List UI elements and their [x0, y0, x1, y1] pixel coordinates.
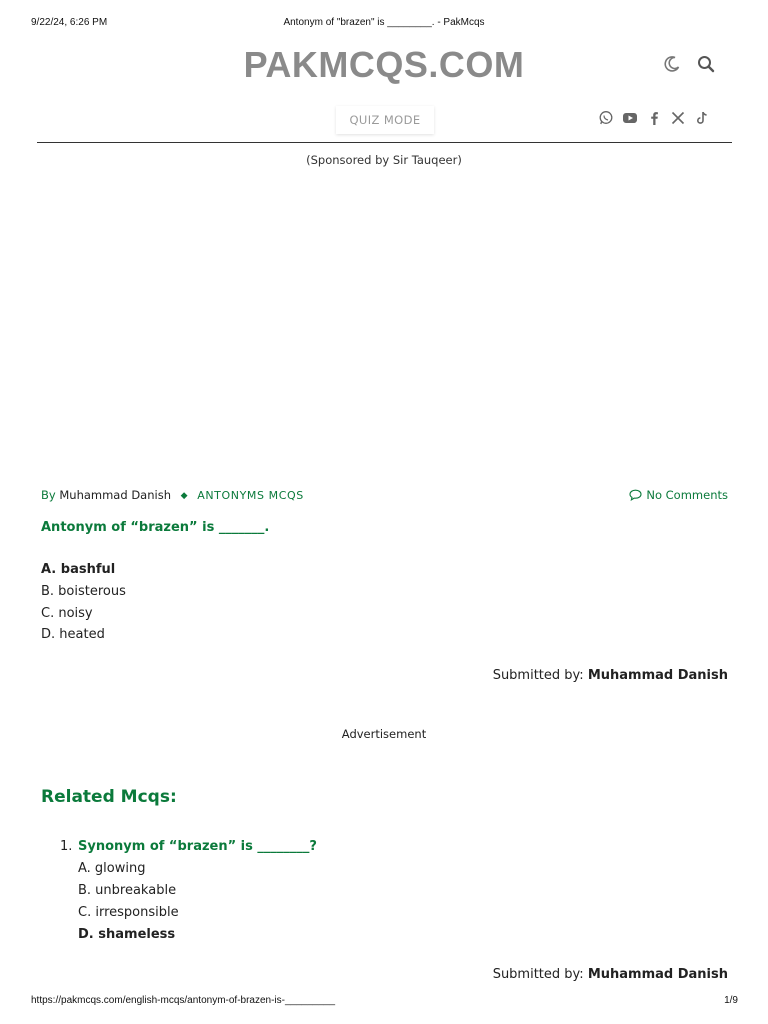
print-datetime: 9/22/24, 6:26 PM	[31, 17, 108, 28]
quiz-mode-button[interactable]: QUIZ MODE	[336, 106, 434, 134]
by-label: By	[41, 488, 56, 502]
related-submitter-name: Muhammad Danish	[587, 967, 728, 982]
category-link[interactable]: ANTONYMS MCQS	[197, 489, 304, 502]
author-link[interactable]: Muhammad Danish	[59, 488, 171, 502]
search-icon[interactable]	[696, 54, 716, 74]
related-submitted-label: Submitted by:	[492, 967, 584, 982]
submitted-by	[493, 668, 728, 683]
related-option-c: C. irresponsible	[78, 905, 179, 920]
related-option-a: A. glowing	[78, 861, 146, 876]
advertisement-label: Advertisement	[341, 727, 427, 741]
related-option-d: D. shameless	[78, 927, 176, 942]
moon-icon[interactable]	[662, 54, 682, 74]
submitted-label: Submitted by:	[492, 668, 584, 683]
question-title: Antonym of “brazen” is _______.	[41, 520, 270, 535]
site-logo[interactable]: PAKMCQS.COM	[243, 44, 525, 85]
header-divider	[37, 142, 732, 143]
post-byline	[41, 488, 304, 502]
print-page-number: 1/9	[724, 995, 738, 1006]
tiktok-icon[interactable]	[694, 110, 710, 126]
comments-label: No Comments	[646, 488, 728, 502]
sponsor-text: (Sponsored by Sir Tauqeer)	[306, 153, 462, 167]
option-c: C. noisy	[41, 606, 93, 621]
whatsapp-icon[interactable]	[598, 110, 614, 126]
facebook-icon[interactable]	[646, 110, 662, 126]
comment-icon	[629, 489, 642, 501]
related-question-link[interactable]: Synonym of “brazen” is ________?	[78, 839, 317, 854]
youtube-icon[interactable]	[622, 110, 638, 126]
diamond-icon: ◆	[180, 491, 188, 501]
comments-link[interactable]	[629, 488, 728, 502]
submitter-name: Muhammad Danish	[587, 668, 728, 683]
related-heading: Related Mcqs:	[41, 787, 177, 807]
option-d: D. heated	[41, 627, 105, 642]
related-option-b: B. unbreakable	[78, 883, 177, 898]
option-b: B. boisterous	[41, 584, 126, 599]
related-item-number: 1.	[60, 839, 73, 854]
x-icon[interactable]	[670, 110, 686, 126]
print-doc-title: Antonym of "brazen" is ________. - PakMcqs	[283, 17, 485, 28]
print-url: https://pakmcqs.com/english-mcqs/antonym-of-brazen-is-_________	[31, 995, 336, 1006]
related-submitted-by	[493, 967, 728, 982]
option-a: A. bashful	[41, 562, 116, 577]
